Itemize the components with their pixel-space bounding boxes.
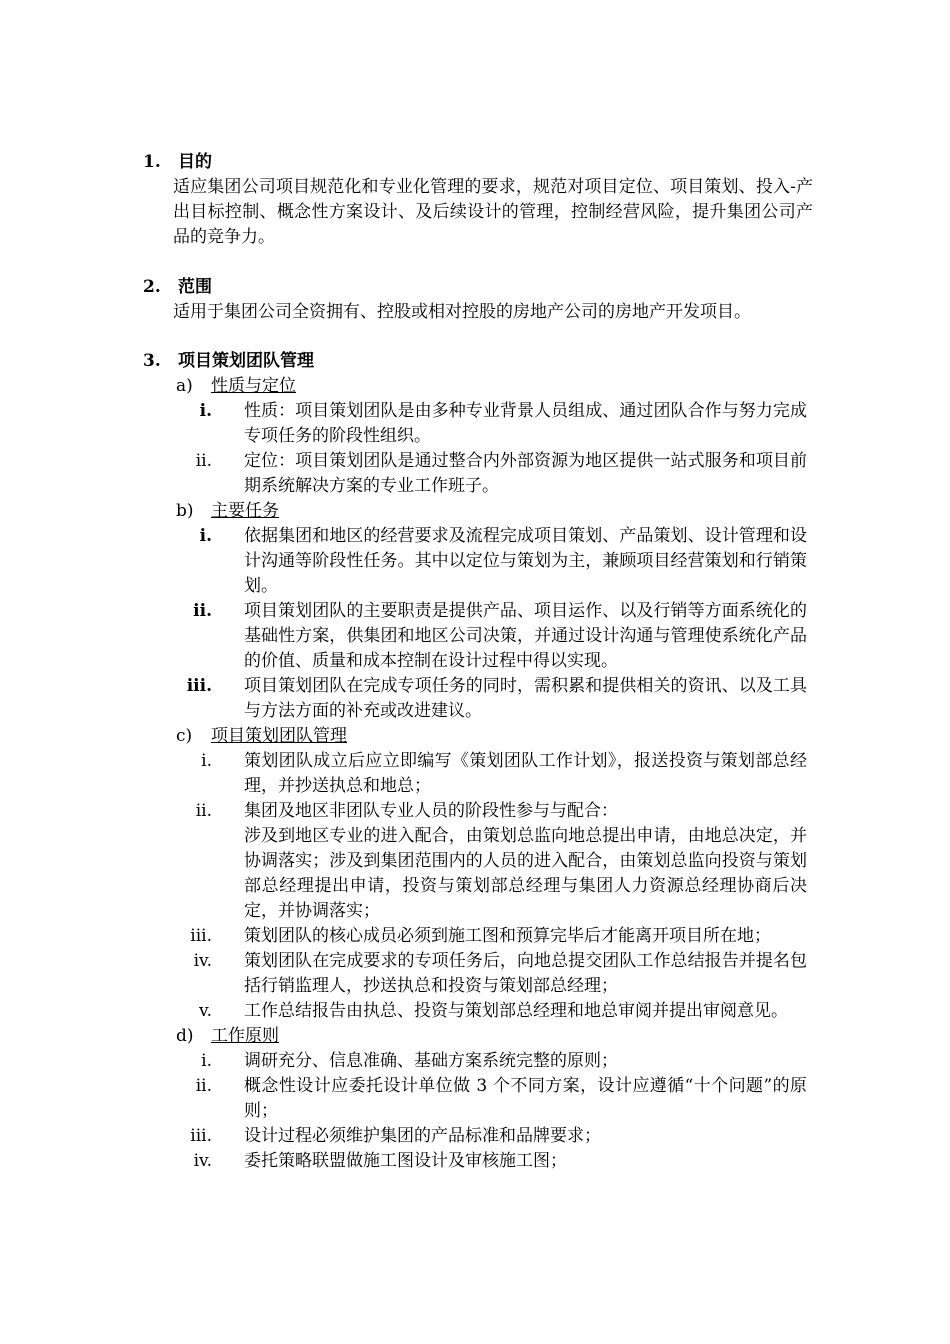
- list-item: [0, 1149, 950, 1174]
- item-text: 策划团队的核心成员必须到施工图和预算完毕后才能离开项目所在地；: [244, 926, 771, 946]
- item-number: i.: [199, 401, 212, 421]
- item-number: ii.: [195, 1076, 212, 1096]
- subsection-heading: [0, 1024, 950, 1049]
- item-number: ii.: [195, 451, 212, 471]
- section-number: 3.: [143, 351, 161, 371]
- subsection-heading: [0, 499, 950, 524]
- section-heading: [0, 274, 950, 300]
- item-text: 依据集团和地区的经营要求及流程完成项目策划、产品策划、设计管理和设计沟通等阶段性任务。其中以定位与策划为主，兼顾项目经营策划和行销策划。: [244, 526, 807, 596]
- item-number: v.: [199, 1001, 212, 1021]
- section-paragraph: 适用于集团公司全资拥有、控股或相对控股的房地产公司的房地产开发项目。: [173, 302, 751, 322]
- subsection-heading: [0, 374, 950, 399]
- section-number: 2.: [143, 277, 161, 297]
- list-item: [0, 674, 950, 724]
- list-item: [0, 749, 950, 799]
- item-number: iii.: [190, 926, 212, 946]
- section-heading: [0, 348, 950, 374]
- subsection-heading: [0, 724, 950, 749]
- section-paragraph: 适应集团公司项目规范化和专业化管理的要求，规范对项目定位、项目策划、投入-产出目标控制、概念性方案设计、及后续设计的管理，控制经营风险，提升集团公司产品的竞争力。: [173, 177, 813, 247]
- item-text-continued: 涉及到地区专业的进入配合，由策划总监向地总提出申请，由地总决定，并协调落实；涉及到集团范围内的人员的进入配合，由策划总监向投资与策划部总经理提出申请，投资与策划部总经理与集团人力资源总经理协商后决定，并协调落实；: [244, 826, 807, 921]
- item-text: 调研充分、信息准确、基础方案系统完整的原则；: [244, 1051, 618, 1071]
- list-item: [0, 1049, 950, 1074]
- item-text: 概念性设计应委托设计单位做 3 个不同方案，设计应遵循“十个问题”的原则；: [244, 1076, 807, 1121]
- list-item: [0, 1124, 950, 1149]
- item-text: 集团及地区非团队专业人员的阶段性参与与配合：: [244, 801, 618, 821]
- subsection-title: 性质与定位: [211, 376, 296, 396]
- section-team-management: [0, 348, 950, 1174]
- subsection-letter: a): [176, 376, 193, 396]
- item-number: iii.: [190, 1126, 212, 1146]
- item-text: 策划团队成立后应立即编写《策划团队工作计划》，报送投资与策划部总经理，并抄送执总和地总；: [244, 751, 807, 796]
- section-heading: [0, 149, 950, 175]
- item-text: 项目策划团队在完成专项任务的同时，需积累和提供相关的资讯、以及工具与方法方面的补充或改进建议。: [244, 676, 807, 721]
- section-title: 范围: [178, 277, 212, 297]
- item-number: iv.: [193, 1151, 212, 1171]
- list-item: [0, 949, 950, 999]
- item-text: 委托策略联盟做施工图设计及审核施工图；: [244, 1151, 567, 1171]
- item-number: ii.: [193, 601, 212, 621]
- item-text: 设计过程必须维护集团的产品标准和品牌要求；: [244, 1126, 601, 1146]
- list-item: [0, 799, 950, 924]
- list-item: [0, 524, 950, 599]
- item-text: 定位：项目策划团队是通过整合内外部资源为地区提供一站式服务和项目前期系统解决方案的专业工作班子。: [244, 451, 807, 496]
- item-number: i.: [199, 526, 212, 546]
- item-text: 策划团队在完成要求的专项任务后，向地总提交团队工作总结报告并提名包括行销监理人，抄送执总和投资与策划部总经理；: [244, 951, 807, 996]
- section-title: 目的: [178, 152, 212, 172]
- section-purpose: [0, 149, 950, 250]
- subsection-letter: d): [176, 1026, 194, 1046]
- subsection-title: 工作原则: [211, 1026, 279, 1046]
- section-title: 项目策划团队管理: [178, 351, 314, 371]
- item-number: i.: [201, 1051, 212, 1071]
- item-text: 项目策划团队的主要职责是提供产品、项目运作、以及行销等方面系统化的基础性方案，供集团和地区公司决策，并通过设计沟通与管理使系统化产品的价值、质量和成本控制在设计过程中得以实现。: [244, 601, 807, 671]
- item-text: 性质：项目策划团队是由多种专业背景人员组成、通过团队合作与努力完成专项任务的阶段性组织。: [244, 401, 807, 446]
- section-number: 1.: [143, 152, 161, 172]
- section-scope: [0, 274, 950, 325]
- item-text: 工作总结报告由执总、投资与策划部总经理和地总审阅并提出审阅意见。: [244, 1001, 788, 1021]
- item-number: iv.: [193, 951, 212, 971]
- subsection-title: 主要任务: [211, 501, 279, 521]
- item-number: iii.: [186, 676, 212, 696]
- item-number: ii.: [195, 801, 212, 821]
- item-number: i.: [201, 751, 212, 771]
- list-item: [0, 399, 950, 449]
- subsection-letter: b): [176, 501, 194, 521]
- subsection-title: 项目策划团队管理: [211, 726, 347, 746]
- list-item: [0, 449, 950, 499]
- list-item: [0, 599, 950, 674]
- list-item: [0, 924, 950, 949]
- list-item: [0, 1074, 950, 1124]
- subsection-letter: c): [176, 726, 193, 746]
- list-item: [0, 999, 950, 1024]
